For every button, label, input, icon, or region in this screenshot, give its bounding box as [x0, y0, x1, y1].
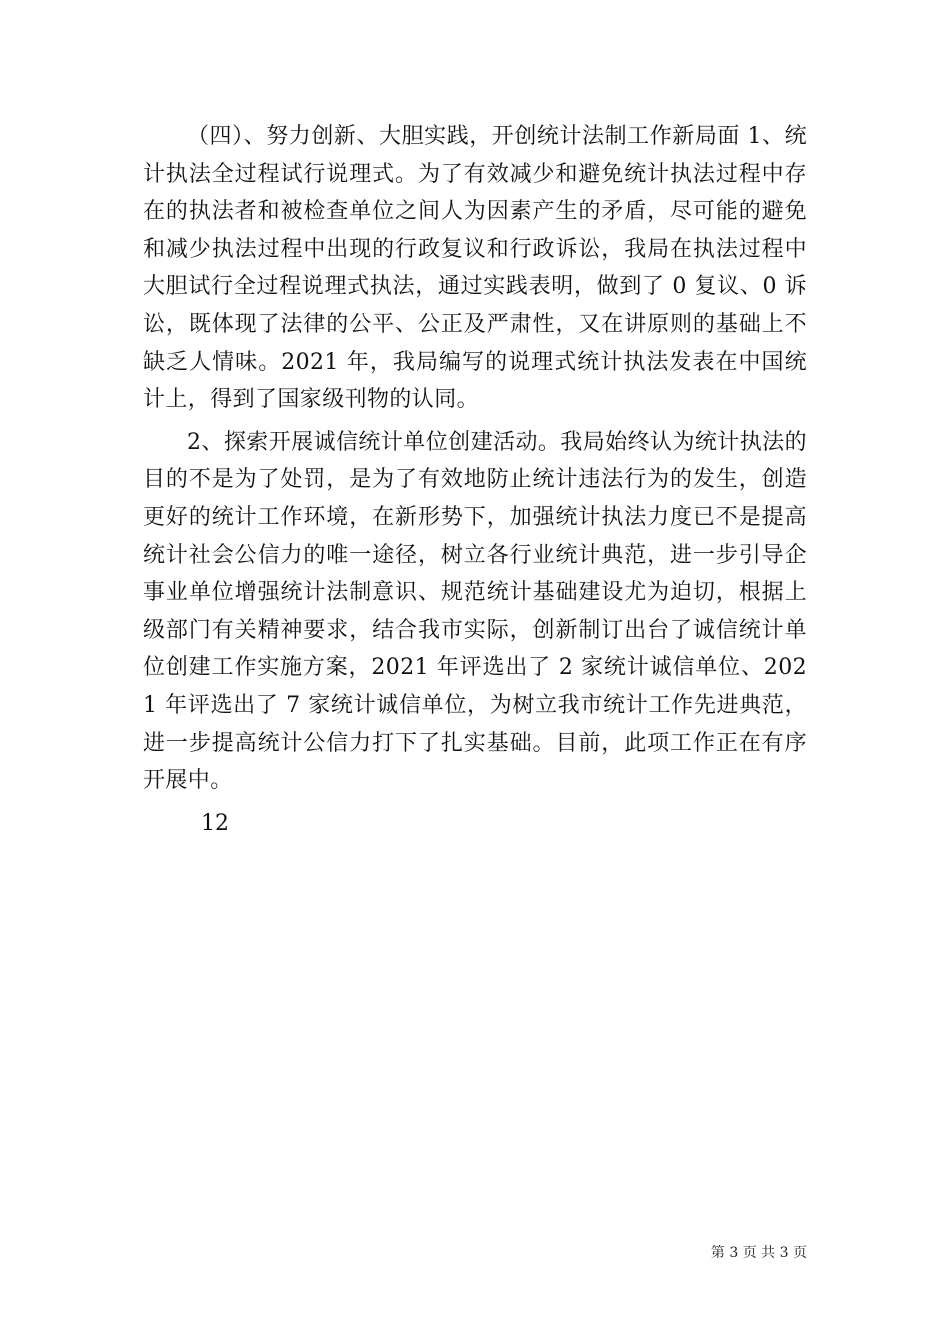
paragraph-integrity-statistics-units: 2、探索开展诚信统计单位创建活动。我局始终认为统计执法的目的不是为了处罚，是为了有效地防止统计违法行为的发生，创造更好的统计工作环境，在新形势下，加强统计执法力度已不是提高统计社会公信力的唯一途径，树立各行业统计典范，进一步引导企事业单位增强统计法制意识、规范统计基础建设尤为迫切，根据上级部门有关精神要求，结合我市实际，创新制订出台了诚信统计单位创建工作实施方案，2021 年评选出了 2 家统计诚信单位、2021 年评选出了 7 家统计诚信单位，为树立我市统计工作先进典范，进一步提高统计公信力打下了扎实基础。目前，此项工作正在有序开展中。 — [143, 429, 807, 794]
trailing-number: 12 — [201, 810, 229, 836]
paragraph-statistical-law-innovation: （四）、努力创新、大胆实践，开创统计法制工作新局面 1、统计执法全过程试行说理式。为了有效减少和避免统计执法过程中存在的执法者和被检查单位之间人为因素产生的矛盾，尽可能的避免和减少执法过程中出现的行政复议和行政诉讼，我局在执法过程中大胆试行全过程说理式执法，通过实践表明，做到了 0 复议、0 诉讼，既体现了法律的公平、公正及严肃性，又在讲原则的基础上不缺乏人情味。2021 年，我局编写的说理式统计执法发表在中国统计上，得到了国家级刊物的认同。 — [143, 124, 807, 413]
page-footer: 第 3 页 共 3 页 — [710, 1245, 807, 1261]
document-body — [143, 118, 807, 842]
